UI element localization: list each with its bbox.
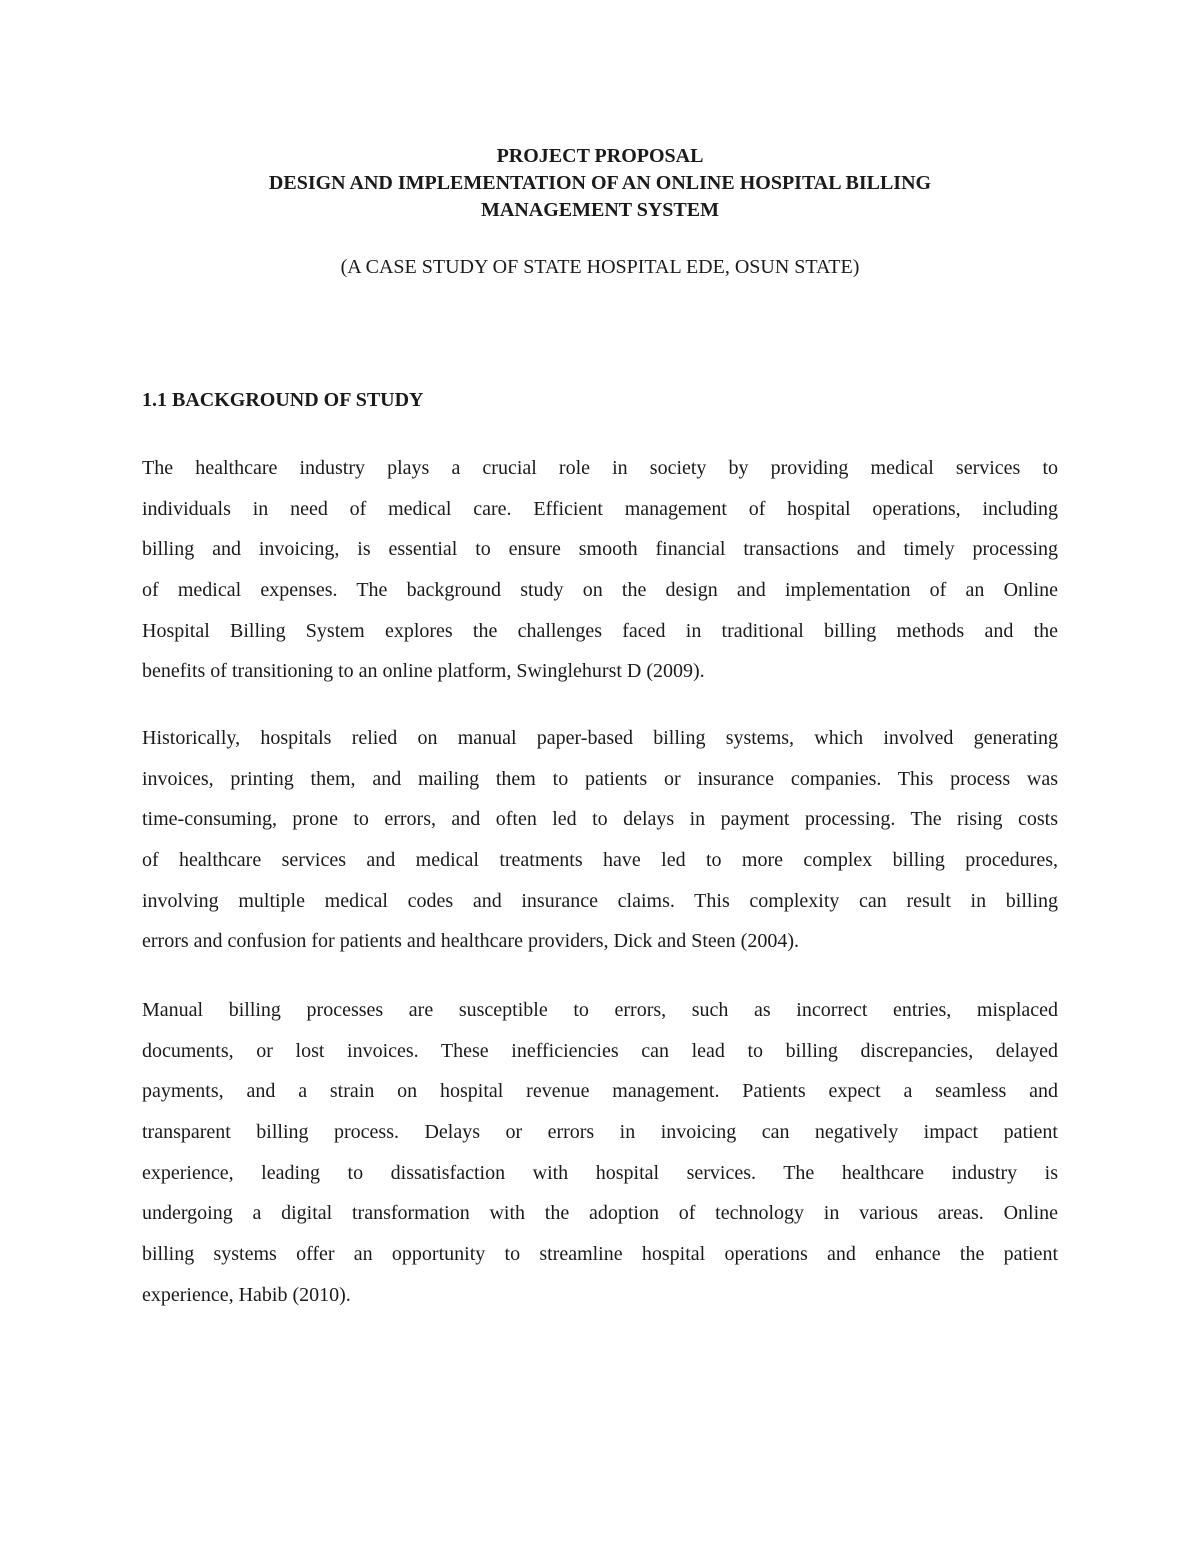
paragraph-line: benefits of transitioning to an online platform, Swinglehurst D (2009). xyxy=(142,660,705,683)
paragraph-3 xyxy=(142,997,1058,1323)
paragraph-line: of medical expenses. The background study on the design and implementation of an Online xyxy=(142,579,1058,602)
paragraph-line: billing systems offer an opportunity to streamline hospital operations and enhance the patient xyxy=(142,1243,1058,1266)
document-title xyxy=(142,143,1058,224)
paragraph-line: billing and invoicing, is essential to ensure smooth financial transactions and timely processing xyxy=(142,538,1058,561)
paragraph-line: documents, or lost invoices. These inefficiencies can lead to billing discrepancies, delayed xyxy=(142,1039,1058,1062)
paragraph-line: errors and confusion for patients and healthcare providers, Dick and Steen (2004). xyxy=(142,930,800,953)
title-line-1: PROJECT PROPOSAL xyxy=(496,145,704,167)
case-study-subtitle: (A CASE STUDY OF STATE HOSPITAL EDE, OSUN STATE) xyxy=(340,256,860,278)
paragraph-line: Manual billing processes are susceptible to errors, such as incorrect entries, misplaced xyxy=(142,999,1058,1021)
paragraph-line: experience, leading to dissatisfaction with hospital services. The healthcare industry is xyxy=(142,1161,1058,1184)
paragraph-line: experience, Habib (2010). xyxy=(142,1283,351,1306)
paragraph-line: individuals in need of medical care. Efficient management of hospital operations, including xyxy=(142,497,1058,520)
title-line-2: DESIGN AND IMPLEMENTATION OF AN ONLINE HOSPITAL BILLING xyxy=(268,172,932,194)
title-line-3: MANAGEMENT SYSTEM xyxy=(481,199,719,221)
paragraph-line: invoices, printing them, and mailing them to patients or insurance companies. This process was xyxy=(142,767,1058,790)
paragraph-line: payments, and a strain on hospital revenue management. Patients expect a seamless and xyxy=(142,1080,1058,1103)
paragraph-line: involving multiple medical codes and insurance claims. This complexity can result in billing xyxy=(142,889,1058,912)
paragraph-line: transparent billing process. Delays or errors in invoicing can negatively impact patient xyxy=(142,1121,1058,1144)
paragraph-line: Hospital Billing System explores the challenges faced in traditional billing methods and the xyxy=(142,619,1058,642)
paragraph-line: of healthcare services and medical treatments have led to more complex billing procedures, xyxy=(142,849,1058,872)
paragraph-line: time-consuming, prone to errors, and often led to delays in payment processing. The rising costs xyxy=(142,808,1058,831)
paragraph-line: The healthcare industry plays a crucial role in society by providing medical services to xyxy=(142,457,1058,479)
paragraph-line: Historically, hospitals relied on manual paper-based billing systems, which involved generating xyxy=(142,727,1058,749)
paragraph-2 xyxy=(142,725,1058,969)
paragraph-1 xyxy=(142,455,1058,699)
paragraph-line: undergoing a digital transformation with the adoption of technology in various areas. Online xyxy=(142,1202,1058,1225)
section-heading: 1.1 BACKGROUND OF STUDY xyxy=(142,389,424,411)
